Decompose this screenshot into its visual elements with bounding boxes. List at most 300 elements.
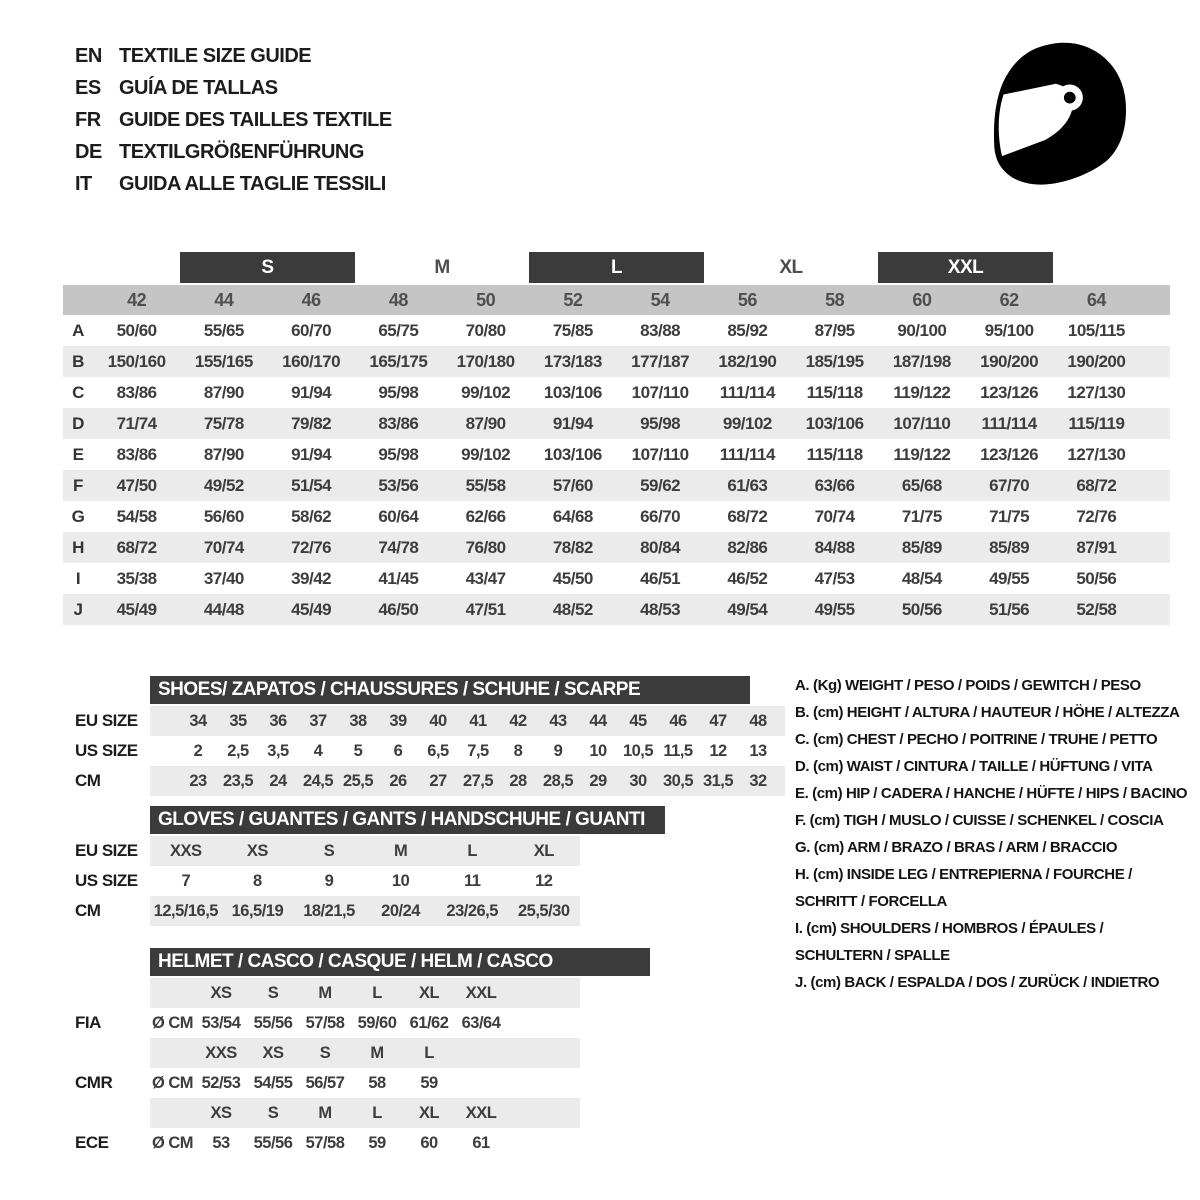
helmet-size: XXS	[205, 1043, 237, 1062]
size-value: 46/51	[640, 568, 681, 588]
size-value: 99/102	[461, 444, 511, 464]
size-value: 38	[349, 711, 367, 730]
size-value: 7	[181, 871, 191, 890]
textile-numeric-size-band	[63, 285, 1170, 315]
size-value: 36	[269, 711, 287, 730]
helmet-value: 61/62	[409, 1013, 449, 1032]
helmet-icon	[982, 34, 1136, 192]
size-value: 27	[429, 771, 447, 790]
size-value: 78/82	[552, 537, 593, 557]
helmet-size-row	[0, 1098, 800, 1128]
helmet-value: 57/58	[305, 1013, 345, 1032]
row-letter: A	[72, 320, 84, 340]
gloves-table	[0, 806, 800, 926]
size-value: 59/62	[640, 475, 681, 495]
language-code: DE	[75, 140, 102, 163]
language-title: TEXTILE SIZE GUIDE	[119, 44, 312, 67]
numeric-size: 62	[999, 289, 1019, 310]
size-value: XXS	[170, 841, 202, 860]
numeric-size: 42	[127, 289, 147, 310]
size-value: 107/110	[631, 444, 689, 464]
row-values	[150, 1068, 580, 1098]
size-value: 23,5	[222, 771, 254, 790]
size-value: 48	[749, 711, 767, 730]
numeric-size: 44	[214, 289, 234, 310]
size-value: 42	[509, 711, 527, 730]
size-value: 23/26,5	[446, 901, 498, 920]
size-value: 18/21,5	[303, 901, 355, 920]
language-code: FR	[75, 108, 101, 131]
size-value: 95/98	[378, 444, 419, 464]
row-label	[0, 1098, 150, 1128]
helmet-size: M	[318, 983, 332, 1002]
row-label: US SIZE	[75, 741, 138, 760]
helmet-value: 59	[368, 1133, 386, 1152]
legend-item	[795, 834, 1195, 861]
size-value: 107/110	[893, 413, 951, 433]
helmet-size: XL	[418, 1103, 440, 1122]
helmet-rows	[0, 978, 800, 1158]
size-value: 45/50	[552, 568, 593, 588]
helmet-value: 55/56	[253, 1013, 293, 1032]
size-value: 40	[429, 711, 447, 730]
row-sizes	[150, 1038, 580, 1068]
size-value: 85/92	[727, 320, 768, 340]
size-value: 91/94	[291, 382, 332, 402]
size-value: 53/56	[378, 475, 419, 495]
language-code: ES	[75, 76, 101, 99]
size-value: 37/40	[203, 568, 244, 588]
size-value: 91/94	[552, 413, 593, 433]
size-value: 24,5	[302, 771, 334, 790]
gloves-title-bar: GLOVES / GUANTES / GANTS / HANDSCHUHE / GUANTI	[150, 806, 665, 834]
language-title: TEXTILGRÖßENFÜHRUNG	[119, 140, 364, 163]
legend-item	[795, 861, 1195, 915]
size-value: 46	[669, 711, 687, 730]
textile-rows	[63, 315, 1170, 625]
row-letter: G	[71, 506, 85, 526]
diameter-unit: Ø CM	[151, 1073, 194, 1092]
size-group-label: XL	[779, 256, 803, 278]
helmet-value: 59/60	[357, 1013, 397, 1032]
diameter-unit: Ø CM	[151, 1133, 194, 1152]
size-value: 60/70	[291, 320, 332, 340]
textile-size-group-row	[63, 252, 1170, 283]
size-value: 41/45	[378, 568, 419, 588]
size-value: 103/106	[543, 382, 602, 402]
size-value: 103/106	[543, 444, 602, 464]
size-value: 10	[391, 871, 410, 890]
row-label	[0, 1038, 150, 1068]
legend-line: I. (cm) SHOULDERS / HOMBROS / ÉPAULES /	[795, 920, 1104, 937]
size-value: 85/89	[901, 537, 942, 557]
legend	[795, 672, 1195, 996]
size-value: 72/76	[1076, 506, 1117, 526]
size-value: 50/56	[901, 599, 942, 619]
table-row	[0, 766, 800, 796]
size-value: 67/70	[989, 475, 1030, 495]
size-value: 75/78	[203, 413, 244, 433]
size-value: 177/187	[631, 351, 690, 371]
size-value: 71/74	[116, 413, 157, 433]
size-value: 71/75	[901, 506, 942, 526]
row-letter: J	[73, 599, 83, 619]
helmet-size: L	[372, 983, 382, 1002]
size-value: 43	[549, 711, 567, 730]
size-value: 51/54	[291, 475, 332, 495]
row-letter: D	[72, 413, 84, 433]
size-value: 190/200	[980, 351, 1039, 371]
size-value: 76/80	[465, 537, 506, 557]
size-value: 87/90	[203, 444, 244, 464]
row-values	[150, 896, 580, 926]
size-value: 72/76	[291, 537, 332, 557]
size-value: 32	[749, 771, 767, 790]
size-value: 75/85	[552, 320, 593, 340]
language-title: GUÍA DE TALLAS	[119, 76, 278, 99]
diameter-unit: Ø CM	[151, 1013, 194, 1032]
legend-item	[795, 915, 1195, 969]
size-value: 6	[393, 741, 403, 760]
row-label: EU SIZE	[75, 841, 138, 860]
textile-row	[63, 501, 1170, 532]
numeric-size: 58	[825, 289, 845, 310]
textile-row	[63, 439, 1170, 470]
size-value: 45/49	[291, 599, 332, 619]
helmet-value: 63/64	[461, 1013, 501, 1032]
numeric-size: 48	[388, 289, 408, 310]
table-row	[0, 706, 800, 736]
helmet-size: XXL	[465, 983, 497, 1002]
row-label	[0, 978, 150, 1008]
textile-row	[63, 532, 1170, 563]
size-value: 47/50	[116, 475, 157, 495]
numeric-size: 60	[912, 289, 932, 310]
size-value: 48/53	[640, 599, 681, 619]
size-value: 87/90	[465, 413, 506, 433]
textile-row	[63, 563, 1170, 594]
size-value: 68/72	[1076, 475, 1117, 495]
size-value: 41	[469, 711, 487, 730]
legend-line: J. (cm) BACK / ESPALDA / DOS / ZURÜCK / INDIETRO	[795, 974, 1160, 991]
row-values	[150, 766, 785, 796]
size-value: 51/56	[989, 599, 1030, 619]
size-value: 87/90	[203, 382, 244, 402]
row-letter: B	[72, 351, 84, 371]
textile-row	[63, 377, 1170, 408]
size-value: 95/98	[640, 413, 681, 433]
size-value: 60/64	[378, 506, 419, 526]
row-label: US SIZE	[75, 871, 138, 890]
legend-line: D. (cm) WAIST / CINTURA / TAILLE / HÜFTUNG / VITA	[795, 758, 1153, 775]
size-value: 6,5	[427, 741, 449, 760]
textile-row	[63, 594, 1170, 625]
size-value: 27,5	[462, 771, 494, 790]
language-item	[75, 72, 392, 104]
size-value: 99/102	[461, 382, 511, 402]
size-value: 95/98	[378, 382, 419, 402]
helmet-size: XL	[418, 983, 440, 1002]
row-sizes	[150, 1098, 580, 1128]
size-value: 111/114	[719, 444, 775, 464]
numeric-size: 64	[1086, 289, 1106, 310]
numeric-size: 46	[301, 289, 321, 310]
size-value: 80/84	[640, 537, 681, 557]
table-row	[0, 896, 800, 926]
numeric-size: 52	[563, 289, 583, 310]
size-value: 11	[463, 871, 481, 890]
legend-line: C. (cm) CHEST / PECHO / POITRINE / TRUHE / PETTO	[795, 731, 1158, 748]
helmet-value-row	[0, 1008, 800, 1038]
helmet-size: XXL	[465, 1103, 497, 1122]
textile-row	[63, 470, 1170, 501]
size-value: 46/50	[378, 599, 419, 619]
size-value: 5	[353, 741, 363, 760]
size-value: 91/94	[291, 444, 332, 464]
helmet-size: S	[267, 1103, 279, 1122]
size-value: 9	[553, 741, 563, 760]
size-value: 95/100	[984, 320, 1034, 340]
size-value: 47/53	[814, 568, 855, 588]
size-value: 70/74	[203, 537, 244, 557]
row-letter: I	[75, 568, 81, 588]
size-value: 43/47	[465, 568, 506, 588]
size-value: 25,5	[342, 771, 374, 790]
size-value: 70/80	[465, 320, 506, 340]
legend-item	[795, 753, 1195, 780]
size-value: 87/91	[1076, 537, 1117, 557]
legend-line: SCHRITT / FORCELLA	[795, 893, 947, 910]
size-value: 39/42	[291, 568, 332, 588]
helmet-table	[0, 948, 800, 1158]
size-value: 64/68	[552, 506, 593, 526]
size-value: 103/106	[805, 413, 864, 433]
size-value: 119/122	[893, 382, 951, 402]
helmet-value-row	[0, 1068, 800, 1098]
helmet-size-row	[0, 978, 800, 1008]
language-code: EN	[75, 44, 102, 67]
legend-line: B. (cm) HEIGHT / ALTURA / HAUTEUR / HÖHE / ALTEZZA	[795, 704, 1180, 721]
helmet-value: 54/55	[253, 1073, 293, 1092]
row-label: ECE	[75, 1133, 109, 1152]
size-value: 182/190	[718, 351, 777, 371]
size-value: 31,5	[702, 771, 734, 790]
row-letter: C	[72, 382, 84, 402]
size-value: 24	[269, 771, 287, 790]
size-value: 28,5	[542, 771, 574, 790]
row-values	[150, 706, 785, 736]
size-group-box: L	[529, 252, 704, 283]
size-value: 190/200	[1067, 351, 1126, 371]
shoes-title-bar: SHOES/ ZAPATOS / CHAUSSURES / SCHUHE / SCARPE	[150, 676, 750, 704]
size-value: 29	[589, 771, 607, 790]
size-value: 123/126	[980, 382, 1039, 402]
size-value: 160/170	[282, 351, 341, 371]
helmet-value: 61	[472, 1133, 490, 1152]
size-value: S	[323, 841, 335, 860]
size-value: 30	[629, 771, 647, 790]
size-value: 155/165	[194, 351, 253, 371]
helmet-size: XS	[210, 983, 232, 1002]
size-value: 23	[189, 771, 207, 790]
legend-line: E. (cm) HIP / CADERA / HANCHE / HÜFTE / HIPS / BACINO	[795, 785, 1188, 802]
size-value: 48/52	[552, 599, 593, 619]
size-value: 62/66	[465, 506, 506, 526]
helmet-size: L	[372, 1103, 382, 1122]
size-value: 82/86	[727, 537, 768, 557]
size-value: 49/55	[989, 568, 1030, 588]
size-value: 11,5	[663, 741, 693, 760]
numeric-size: 54	[650, 289, 670, 310]
size-value: 85/89	[989, 537, 1030, 557]
size-value: 48/54	[901, 568, 942, 588]
helmet-size-row	[0, 1038, 800, 1068]
row-label: FIA	[75, 1013, 101, 1032]
size-value: 3,5	[267, 741, 289, 760]
legend-line: A. (Kg) WEIGHT / PESO / POIDS / GEWITCH / PESO	[795, 677, 1141, 694]
row-label: CMR	[75, 1073, 113, 1092]
size-group-box: S	[180, 252, 355, 283]
legend-item	[795, 726, 1195, 753]
size-value: 55/58	[465, 475, 506, 495]
helmet-value: 56/57	[305, 1073, 345, 1092]
row-letter: F	[73, 475, 83, 495]
table-row	[0, 836, 800, 866]
size-value: XL	[533, 841, 554, 860]
size-value: 50/60	[116, 320, 157, 340]
language-item	[75, 168, 392, 200]
textile-row	[63, 315, 1170, 346]
size-value: 25,5/30	[517, 901, 570, 920]
language-title: GUIDE DES TAILLES TEXTILE	[119, 108, 392, 131]
size-value: 49/52	[203, 475, 244, 495]
size-value: L	[467, 841, 477, 860]
size-value: 119/122	[893, 444, 951, 464]
size-value: 68/72	[116, 537, 157, 557]
size-value: 39	[389, 711, 407, 730]
row-label: CM	[75, 901, 101, 920]
size-value: 2,5	[227, 741, 249, 760]
size-value: 46/52	[727, 568, 768, 588]
helmet-value: 55/56	[253, 1133, 293, 1152]
size-group-label: M	[434, 256, 450, 278]
size-value: 20/24	[381, 901, 420, 920]
size-value: 61/63	[727, 475, 768, 495]
size-value: 47	[709, 711, 727, 730]
size-value: 35/38	[116, 568, 157, 588]
size-value: 87/95	[814, 320, 855, 340]
size-value: 12	[709, 741, 727, 760]
size-value: 34	[189, 711, 207, 730]
size-value: 79/82	[291, 413, 332, 433]
size-value: 10,5	[622, 741, 654, 760]
size-value: 170/180	[456, 351, 515, 371]
helmet-size: S	[267, 983, 279, 1002]
size-value: 57/60	[552, 475, 593, 495]
helmet-size: M	[318, 1103, 332, 1122]
size-value: 2	[193, 741, 203, 760]
legend-item	[795, 807, 1195, 834]
size-value: XS	[246, 841, 268, 860]
textile-row	[63, 346, 1170, 377]
size-value: 123/126	[980, 444, 1039, 464]
size-value: 8	[513, 741, 523, 760]
size-value: 127/130	[1067, 444, 1126, 464]
row-values	[150, 736, 785, 766]
size-value: 111/114	[719, 382, 775, 402]
size-value: 165/175	[369, 351, 428, 371]
size-value: 70/74	[814, 506, 855, 526]
shoes-table	[0, 676, 800, 796]
size-group-box: XXL	[878, 252, 1053, 283]
size-value: 65/68	[901, 475, 942, 495]
size-value: 4	[313, 741, 323, 760]
size-value: 54/58	[116, 506, 157, 526]
row-label: CM	[75, 771, 101, 790]
size-value: 9	[324, 871, 334, 890]
size-value: 47/51	[465, 599, 506, 619]
size-value: 90/100	[897, 320, 947, 340]
size-value: 105/115	[1067, 320, 1125, 340]
size-value: 49/54	[727, 599, 768, 619]
legend-line: F. (cm) TIGH / MUSLO / CUISSE / SCHENKEL / COSCIA	[795, 812, 1164, 829]
helmet-size: S	[319, 1043, 331, 1062]
size-value: 13	[749, 741, 767, 760]
helmet-value: 53	[212, 1133, 230, 1152]
helmet-value: 58	[368, 1073, 386, 1092]
size-value: 12,5/16,5	[153, 901, 218, 920]
helmet-size: XS	[210, 1103, 232, 1122]
size-value: 63/66	[814, 475, 855, 495]
row-values	[150, 836, 580, 866]
row-label: EU SIZE	[75, 711, 138, 730]
size-value: 37	[309, 711, 327, 730]
size-value: 30,5	[662, 771, 694, 790]
size-value: 71/75	[989, 506, 1030, 526]
size-value: 58/62	[291, 506, 332, 526]
size-value: 68/72	[727, 506, 768, 526]
helmet-value: 52/53	[201, 1073, 241, 1092]
textile-size-table	[63, 252, 1170, 625]
size-value: 12	[535, 871, 553, 890]
size-value: 10	[589, 741, 607, 760]
size-value: 7,5	[467, 741, 489, 760]
size-value: 44	[589, 711, 607, 730]
textile-row	[63, 408, 1170, 439]
helmet-value: 53/54	[201, 1013, 241, 1032]
size-value: 28	[509, 771, 527, 790]
size-value: 44/48	[203, 599, 244, 619]
size-value: 115/118	[806, 444, 863, 464]
size-value: 65/75	[378, 320, 419, 340]
table-row	[0, 866, 800, 896]
size-value: 115/119	[1068, 413, 1125, 433]
language-code: IT	[75, 172, 92, 195]
language-list	[75, 40, 392, 200]
size-value: 45	[629, 711, 647, 730]
legend-item	[795, 672, 1195, 699]
size-value: 16,5/19	[231, 901, 284, 920]
size-value: 83/86	[378, 413, 419, 433]
legend-line: G. (cm) ARM / BRAZO / BRAS / ARM / BRACCIO	[795, 839, 1118, 856]
size-value: 187/198	[892, 351, 951, 371]
size-value: 83/88	[640, 320, 681, 340]
legend-line: H. (cm) INSIDE LEG / ENTREPIERNA / FOURCHE /	[795, 866, 1132, 883]
size-value: 185/195	[805, 351, 864, 371]
size-value: 55/65	[203, 320, 244, 340]
helmet-value: 57/58	[305, 1133, 345, 1152]
language-item	[75, 40, 392, 72]
